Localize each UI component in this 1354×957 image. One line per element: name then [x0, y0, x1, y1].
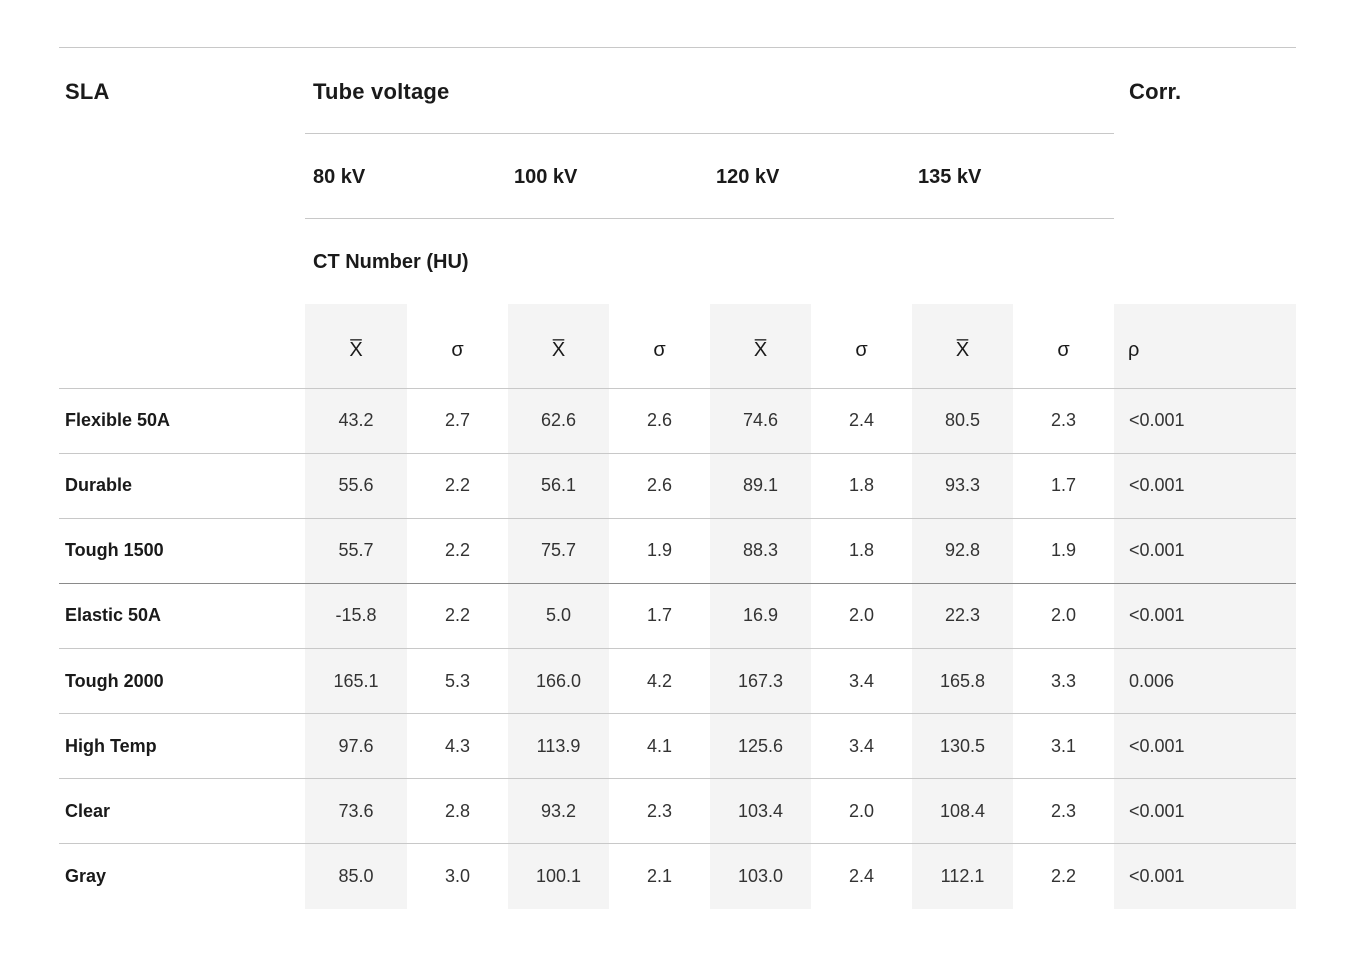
cell-sd: 1.9 — [1050, 540, 1077, 560]
cell-sd: 2.3 — [646, 801, 673, 821]
cell-mean: 74.6 — [742, 410, 779, 430]
cell-mean: 166.0 — [535, 671, 582, 691]
symbol-mean-80: X̅ — [349, 339, 363, 361]
rule-header-bottom — [59, 388, 1296, 389]
header-voltage-120: 120 kV — [716, 166, 780, 188]
cell-mean: 113.9 — [536, 736, 581, 756]
cell-sd: 2.3 — [1050, 801, 1077, 821]
symbol-mean-135: X̅ — [955, 339, 970, 361]
cell-corr: 0.006 — [1129, 671, 1175, 691]
header-corr: Corr. — [1129, 79, 1182, 104]
cell-sd: 2.1 — [646, 866, 673, 886]
cell-corr: <0.001 — [1129, 736, 1185, 756]
cell-mean: 167.3 — [737, 671, 784, 691]
cell-mean: 165.1 — [333, 671, 379, 691]
rule-top — [59, 47, 1296, 48]
cell-mean: 100.1 — [535, 866, 582, 886]
cell-corr: <0.001 — [1129, 410, 1185, 430]
rule-tube-voltage — [305, 133, 1114, 134]
cell-mean: 5.0 — [545, 605, 572, 625]
cell-sd: 1.8 — [848, 540, 875, 560]
cell-mean: 55.6 — [338, 475, 374, 495]
cell-corr: <0.001 — [1129, 605, 1185, 625]
rule-row-1 — [59, 453, 1296, 454]
cell-sd: 3.4 — [848, 671, 875, 691]
cell-sd: 2.6 — [646, 410, 673, 430]
cell-mean: 97.6 — [338, 736, 374, 756]
symbol-mean-100: X̅ — [551, 339, 566, 361]
cell-mean: 22.3 — [944, 605, 981, 625]
cell-mean: 55.7 — [338, 540, 374, 560]
cell-mean: 62.6 — [540, 410, 577, 430]
cell-sd: 2.2 — [444, 475, 471, 495]
cell-sd: 4.2 — [646, 671, 673, 691]
cell-sd: 3.4 — [848, 736, 875, 756]
header-tube-voltage: Tube voltage — [313, 79, 450, 104]
header-voltage-80: 80 kV — [313, 166, 366, 188]
cell-corr: <0.001 — [1129, 475, 1185, 495]
cell-mean: 165.8 — [939, 671, 986, 691]
cell-mean: 103.0 — [737, 866, 784, 886]
symbol-sd-120: σ — [855, 339, 868, 361]
cell-sd: 2.0 — [848, 801, 875, 821]
cell-sd: 2.4 — [848, 410, 875, 430]
cell-sd: 3.3 — [1050, 671, 1077, 691]
cell-mean: -15.8 — [335, 605, 377, 625]
cell-mean: 80.5 — [944, 410, 981, 430]
cell-mean: 89.1 — [742, 475, 779, 495]
symbol-rho: ρ — [1128, 339, 1140, 361]
rule-row-6 — [59, 778, 1296, 779]
cell-mean: 125.6 — [737, 736, 784, 756]
cell-mean: 73.6 — [338, 801, 374, 821]
cell-sd: 2.3 — [1050, 410, 1077, 430]
cell-sd: 2.0 — [1050, 605, 1077, 625]
row-label: Elastic 50A — [65, 605, 162, 625]
cell-mean: 112.1 — [940, 866, 985, 886]
cell-mean: 16.9 — [742, 605, 779, 625]
cell-mean: 130.5 — [939, 736, 986, 756]
cell-mean: 88.3 — [742, 540, 779, 560]
cell-sd: 4.3 — [444, 736, 471, 756]
cell-corr: <0.001 — [1129, 866, 1185, 886]
row-label: High Temp — [65, 736, 157, 756]
header-voltage-135: 135 kV — [918, 166, 982, 188]
row-label: Gray — [65, 866, 107, 886]
header-sla: SLA — [65, 79, 110, 104]
cell-sd: 2.2 — [444, 605, 471, 625]
cell-mean: 93.2 — [540, 801, 577, 821]
row-label: Tough 2000 — [65, 671, 164, 691]
cell-mean: 92.8 — [944, 540, 981, 560]
symbol-sd-100: σ — [653, 339, 666, 361]
row-label: Clear — [65, 801, 111, 821]
cell-mean: 43.2 — [338, 410, 374, 430]
cell-sd: 4.1 — [646, 736, 673, 756]
cell-sd: 2.4 — [848, 866, 875, 886]
row-label: Flexible 50A — [65, 410, 171, 430]
symbol-sd-80: σ — [451, 339, 464, 361]
rule-row-4 — [59, 648, 1296, 649]
rule-row-2 — [59, 518, 1296, 519]
cell-sd: 1.7 — [1050, 475, 1077, 495]
header-ct-number: CT Number (HU) — [313, 251, 469, 273]
row-label: Durable — [65, 475, 133, 495]
cell-mean: 93.3 — [944, 475, 981, 495]
cell-sd: 2.2 — [444, 540, 471, 560]
cell-sd: 2.2 — [1050, 866, 1077, 886]
symbol-mean-120: X̅ — [753, 339, 768, 361]
rule-row-7 — [59, 843, 1296, 844]
symbol-sd-135: σ — [1057, 339, 1070, 361]
cell-sd: 2.6 — [646, 475, 673, 495]
cell-sd: 1.9 — [646, 540, 673, 560]
cell-corr: <0.001 — [1129, 540, 1185, 560]
cell-sd: 2.7 — [444, 410, 471, 430]
rule-row-5 — [59, 713, 1296, 714]
cell-mean: 103.4 — [737, 801, 784, 821]
cell-sd: 2.8 — [444, 801, 471, 821]
row-label: Tough 1500 — [65, 540, 164, 560]
cell-mean: 56.1 — [540, 475, 577, 495]
cell-mean: 75.7 — [540, 540, 577, 560]
rule-voltages — [305, 218, 1114, 219]
cell-mean: 108.4 — [939, 801, 986, 821]
cell-sd: 3.1 — [1050, 736, 1077, 756]
cell-sd: 3.0 — [444, 866, 471, 886]
cell-mean: 85.0 — [338, 866, 374, 886]
cell-sd: 1.7 — [646, 605, 673, 625]
rule-row-3 — [59, 583, 1296, 584]
cell-sd: 5.3 — [444, 671, 471, 691]
header-voltage-100: 100 kV — [514, 166, 578, 188]
cell-corr: <0.001 — [1129, 801, 1185, 821]
cell-sd: 2.0 — [848, 605, 875, 625]
cell-sd: 1.8 — [848, 475, 875, 495]
